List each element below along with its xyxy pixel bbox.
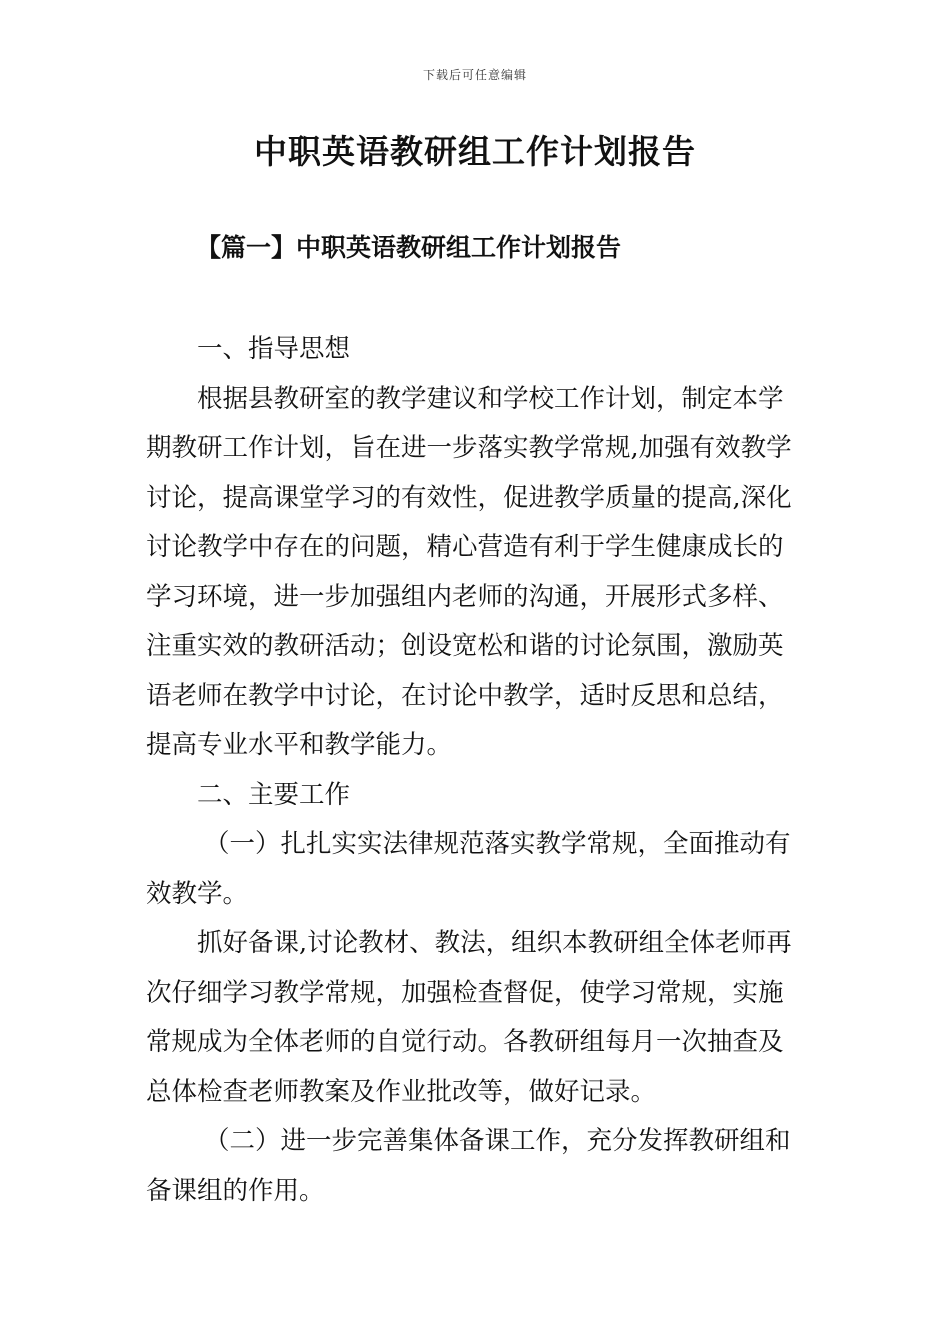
document-title: 中职英语教研组工作计划报告 [254, 132, 696, 171]
paragraph-line: 次仔细学习教学常规，加强检查督促，使学习常规，实施 [146, 977, 784, 1008]
section-heading-guiding-ideology: 一、指导思想 [197, 334, 351, 364]
section-heading-main-work: 二、主要工作 [197, 779, 351, 810]
paragraph-line: 备课组的作用。 [146, 1175, 325, 1206]
section-subtitle: 【篇一】中职英语教研组工作计划报告 [196, 233, 622, 262]
paragraph-line: 根据县教研室的教学建议和学校工作计划，制定本学 [197, 383, 784, 414]
document-body [146, 325, 806, 1216]
paragraph-line: 期教研工作计划，旨在进一步落实教学常规,加强有效教学 [146, 433, 792, 463]
paragraph-line: 学习环境，进一步加强组内老师的沟通，开展形式多样、 [146, 581, 784, 612]
paragraph-line: 讨论教学中存在的问题，精心营造有利于学生健康成长的 [146, 532, 784, 562]
paragraph-line: 效教学。 [146, 878, 249, 909]
header-note: 下载后可任意编辑 [422, 68, 527, 82]
paragraph-line: 常规成为全体老师的自觉行动。各教研组每月一次抽查及 [146, 1027, 784, 1057]
paragraph-line: 总体检查老师教案及作业批改等，做好记录。 [146, 1076, 657, 1107]
subsection-heading-1: （一）扎扎实实法律规范落实教学常规，全面推动有 [204, 829, 791, 859]
paragraph-line: 注重实效的教研活动；创设宽松和谐的讨论氛围，激励英 [146, 631, 784, 661]
subsection-heading-2: （二）进一步完善集体备课工作，充分发挥教研组和 [204, 1126, 791, 1156]
paragraph-line: 提高专业水平和教学能力。 [146, 730, 453, 760]
paragraph-line: 抓好备课,讨论教材、教法，组织本教研组全体老师再 [197, 928, 792, 958]
paragraph-line: 讨论，提高课堂学习的有效性，促进教学质量的提高,深化 [146, 482, 792, 513]
paragraph-line: 语老师在教学中讨论，在讨论中教学，适时反思和总结， [146, 680, 784, 711]
